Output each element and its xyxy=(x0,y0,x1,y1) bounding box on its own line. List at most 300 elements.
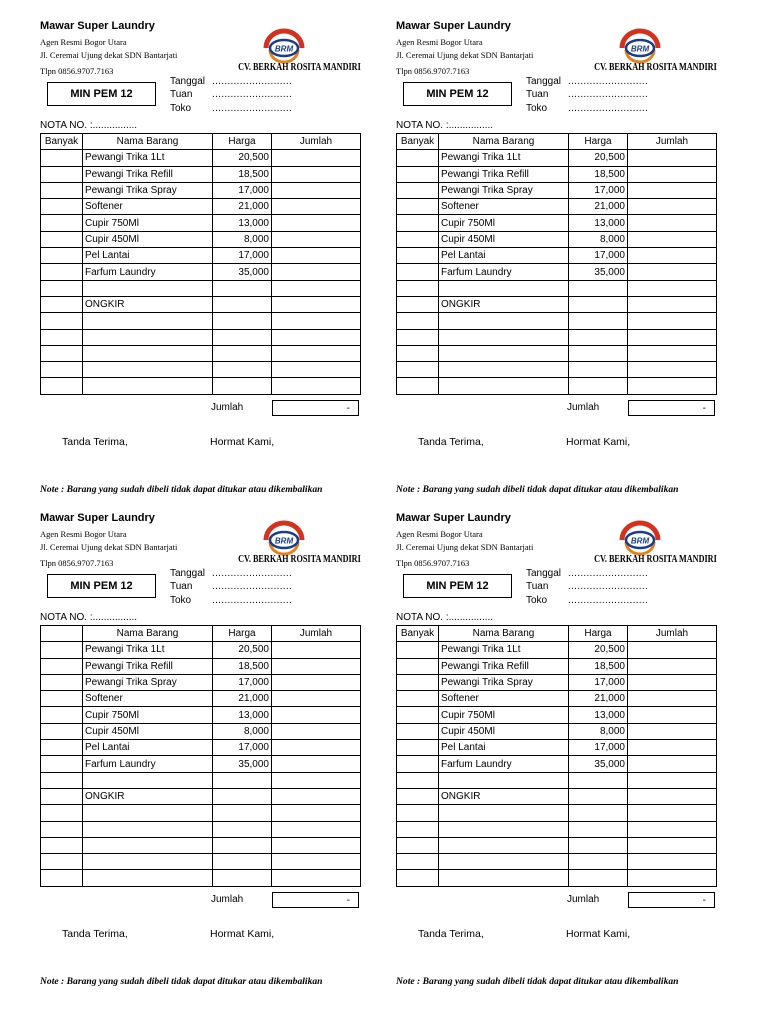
item-price-cell: 17,000 xyxy=(569,182,628,198)
logo-mark-icon xyxy=(228,26,340,64)
table-row xyxy=(41,772,361,788)
amount-cell xyxy=(628,313,717,329)
receipt-copy-bottom-left xyxy=(40,508,400,1008)
item-price-cell: 21,000 xyxy=(569,691,628,707)
logo-company-text: CV. BERKAH ROSITA MANDIRI xyxy=(594,554,717,565)
table-row xyxy=(397,870,717,886)
tanggal-field xyxy=(170,76,292,87)
table-row xyxy=(397,837,717,853)
toko-label: Toko xyxy=(526,595,548,606)
amount-cell xyxy=(272,740,361,756)
logo-badge-text: BRM xyxy=(274,44,294,54)
address-line: Jl. Ceremai Ujung dekat SDN Bantarjati xyxy=(40,542,178,552)
receipt-copy-top-right xyxy=(396,16,756,516)
toko-field xyxy=(170,103,292,114)
amount-cell xyxy=(272,723,361,739)
table-row xyxy=(41,329,361,345)
qty-cell xyxy=(397,788,439,804)
item-price-cell: 35,000 xyxy=(569,264,628,280)
column-header-harga: Harga xyxy=(213,626,272,642)
logo-badge-text: BRM xyxy=(630,536,650,546)
amount-cell xyxy=(628,837,717,853)
tanggal-dots: .......................... xyxy=(212,568,293,579)
table-row xyxy=(397,248,717,264)
item-name-cell: Pewangi Trika Spray xyxy=(83,674,213,690)
table-row xyxy=(41,378,361,394)
company-name: Mawar Super Laundry xyxy=(40,20,155,32)
total-label: Jumlah xyxy=(211,402,244,413)
total-value: - xyxy=(272,892,359,908)
amount-cell xyxy=(272,362,361,378)
item-price-cell xyxy=(569,772,628,788)
item-price-cell xyxy=(213,821,272,837)
item-name-cell xyxy=(83,329,213,345)
amount-cell xyxy=(628,740,717,756)
table-row xyxy=(397,788,717,804)
qty-cell xyxy=(397,280,439,296)
qty-cell xyxy=(397,821,439,837)
column-header-harga: Harga xyxy=(569,626,628,642)
item-name-cell: Softener xyxy=(83,199,213,215)
item-name-cell: Pewangi Trika 1Lt xyxy=(439,150,569,166)
item-price-cell xyxy=(213,837,272,853)
table-row xyxy=(41,182,361,198)
column-header-harga: Harga xyxy=(569,134,628,150)
item-price-cell: 8,000 xyxy=(569,231,628,247)
item-price-cell: 20,500 xyxy=(569,642,628,658)
hormat-kami-label: Hormat Kami, xyxy=(210,928,275,940)
item-price-cell: 20,500 xyxy=(213,642,272,658)
toko-dots: .......................... xyxy=(212,595,293,606)
amount-cell xyxy=(272,805,361,821)
table-row xyxy=(41,870,361,886)
amount-cell xyxy=(628,166,717,182)
logo-company-text: CV. BERKAH ROSITA MANDIRI xyxy=(238,554,361,565)
amount-cell xyxy=(272,296,361,312)
qty-cell xyxy=(41,296,83,312)
table-row xyxy=(41,280,361,296)
item-name-cell: Pel Lantai xyxy=(83,740,213,756)
item-name-cell: Cupir 750Ml xyxy=(83,215,213,231)
item-name-cell: Pewangi Trika Spray xyxy=(439,674,569,690)
tuan-label: Tuan xyxy=(526,581,549,592)
amount-cell xyxy=(272,150,361,166)
column-header-jumlah: Jumlah xyxy=(272,626,361,642)
item-price-cell: 13,000 xyxy=(569,215,628,231)
nota-number: NOTA NO. :................ xyxy=(40,612,138,623)
amount-cell xyxy=(628,788,717,804)
qty-cell xyxy=(41,821,83,837)
item-name-cell: Pewangi Trika Refill xyxy=(439,166,569,182)
tanggal-field xyxy=(170,568,292,579)
receipt-copy-bottom-right xyxy=(396,508,756,1008)
company-logo xyxy=(584,518,717,568)
amount-cell xyxy=(272,691,361,707)
toko-label: Toko xyxy=(170,103,192,114)
item-name-cell: ONGKIR xyxy=(83,296,213,312)
amount-cell xyxy=(272,658,361,674)
amount-cell xyxy=(272,707,361,723)
address-line: Jl. Ceremai Ujung dekat SDN Bantarjati xyxy=(396,542,534,552)
amount-cell xyxy=(272,854,361,870)
hormat-kami-label: Hormat Kami, xyxy=(566,928,631,940)
qty-cell xyxy=(397,166,439,182)
qty-cell xyxy=(41,166,83,182)
qty-cell xyxy=(397,329,439,345)
amount-cell xyxy=(272,378,361,394)
table-row xyxy=(41,756,361,772)
item-price-cell: 20,500 xyxy=(213,150,272,166)
amount-cell xyxy=(628,854,717,870)
item-name-cell xyxy=(439,345,569,361)
table-row xyxy=(397,313,717,329)
total-label: Jumlah xyxy=(211,894,244,905)
item-price-cell: 13,000 xyxy=(213,215,272,231)
item-price-cell xyxy=(213,313,272,329)
item-name-cell: Pewangi Trika Spray xyxy=(83,182,213,198)
agent-line: Agen Resmi Bogor Utara xyxy=(40,37,127,47)
logo-mark-icon xyxy=(584,26,696,64)
tuan-dots: .......................... xyxy=(568,89,649,100)
item-price-cell xyxy=(213,870,272,886)
item-price-cell: 35,000 xyxy=(213,264,272,280)
company-name: Mawar Super Laundry xyxy=(396,20,511,32)
table-row xyxy=(397,854,717,870)
qty-cell xyxy=(41,854,83,870)
items-table xyxy=(396,133,717,395)
table-row xyxy=(41,231,361,247)
qty-cell xyxy=(397,870,439,886)
item-name-cell xyxy=(439,870,569,886)
table-row xyxy=(397,296,717,312)
qty-cell xyxy=(41,182,83,198)
item-price-cell xyxy=(569,296,628,312)
qty-cell xyxy=(397,674,439,690)
item-price-cell: 18,500 xyxy=(569,658,628,674)
item-name-cell: Pel Lantai xyxy=(439,248,569,264)
items-table xyxy=(40,625,361,887)
amount-cell xyxy=(628,345,717,361)
qty-cell xyxy=(397,296,439,312)
item-name-cell: Cupir 450Ml xyxy=(439,723,569,739)
table-row xyxy=(41,674,361,690)
table-header-row xyxy=(41,626,361,642)
amount-cell xyxy=(272,264,361,280)
tanggal-dots: .......................... xyxy=(568,568,649,579)
amount-cell xyxy=(628,215,717,231)
tanggal-field xyxy=(526,568,648,579)
item-name-cell: ONGKIR xyxy=(439,296,569,312)
qty-cell xyxy=(41,378,83,394)
item-name-cell: Pewangi Trika 1Lt xyxy=(83,642,213,658)
item-name-cell: Pewangi Trika Refill xyxy=(439,658,569,674)
column-header-jumlah: Jumlah xyxy=(628,626,717,642)
tuan-dots: .......................... xyxy=(568,581,649,592)
qty-cell xyxy=(397,264,439,280)
tanda-terima-label: Tanda Terima, xyxy=(62,928,128,940)
company-logo xyxy=(228,26,361,76)
amount-cell xyxy=(628,329,717,345)
item-price-cell xyxy=(569,854,628,870)
company-logo xyxy=(584,26,717,76)
item-price-cell: 18,500 xyxy=(213,658,272,674)
item-name-cell xyxy=(439,772,569,788)
tuan-label: Tuan xyxy=(170,581,193,592)
table-row xyxy=(41,150,361,166)
item-price-cell xyxy=(569,805,628,821)
qty-cell xyxy=(41,264,83,280)
footer-note: Note : Barang yang sudah dibeli tidak dapat ditukar atau dikembalikan xyxy=(396,484,679,495)
qty-cell xyxy=(397,658,439,674)
item-price-cell xyxy=(213,329,272,345)
column-header-banyak: Banyak xyxy=(41,134,83,150)
table-row xyxy=(41,313,361,329)
item-price-cell: 21,000 xyxy=(213,691,272,707)
amount-cell xyxy=(272,231,361,247)
item-name-cell: Cupir 750Ml xyxy=(83,707,213,723)
amount-cell xyxy=(272,756,361,772)
qty-cell xyxy=(41,772,83,788)
amount-cell xyxy=(272,248,361,264)
item-price-cell xyxy=(569,837,628,853)
column-header-banyak: Banyak xyxy=(397,626,439,642)
amount-cell xyxy=(628,821,717,837)
amount-cell xyxy=(628,723,717,739)
table-row xyxy=(397,362,717,378)
column-header-banyak xyxy=(41,626,83,642)
table-row xyxy=(397,280,717,296)
amount-cell xyxy=(272,215,361,231)
tuan-dots: .......................... xyxy=(212,89,293,100)
qty-cell xyxy=(41,642,83,658)
column-header-harga: Harga xyxy=(213,134,272,150)
amount-cell xyxy=(628,870,717,886)
item-name-cell: ONGKIR xyxy=(83,788,213,804)
qty-cell xyxy=(41,248,83,264)
amount-cell xyxy=(628,182,717,198)
total-value: - xyxy=(628,892,715,908)
table-row xyxy=(397,150,717,166)
item-price-cell xyxy=(213,362,272,378)
min-purchase-box: MIN PEM 12 xyxy=(47,82,156,106)
table-row xyxy=(397,772,717,788)
item-price-cell xyxy=(213,378,272,394)
item-price-cell: 17,000 xyxy=(213,740,272,756)
phone-line: Tlpn 0856.9707.7163 xyxy=(40,558,114,568)
amount-cell xyxy=(628,772,717,788)
qty-cell xyxy=(41,756,83,772)
item-price-cell: 17,000 xyxy=(213,674,272,690)
amount-cell xyxy=(272,280,361,296)
table-row xyxy=(397,264,717,280)
table-row xyxy=(41,362,361,378)
table-row xyxy=(397,231,717,247)
table-row xyxy=(397,345,717,361)
table-row xyxy=(397,723,717,739)
item-name-cell: Pewangi Trika Refill xyxy=(83,166,213,182)
amount-cell xyxy=(628,756,717,772)
footer-note: Note : Barang yang sudah dibeli tidak dapat ditukar atau dikembalikan xyxy=(396,976,679,987)
agent-line: Agen Resmi Bogor Utara xyxy=(40,529,127,539)
tuan-dots: .......................... xyxy=(212,581,293,592)
phone-line: Tlpn 0856.9707.7163 xyxy=(396,558,470,568)
amount-cell xyxy=(272,313,361,329)
qty-cell xyxy=(41,707,83,723)
nota-number: NOTA NO. :................ xyxy=(396,612,494,623)
item-name-cell xyxy=(439,329,569,345)
item-name-cell xyxy=(83,854,213,870)
item-price-cell xyxy=(569,280,628,296)
item-name-cell: Pewangi Trika Refill xyxy=(83,658,213,674)
qty-cell xyxy=(397,723,439,739)
table-row xyxy=(41,658,361,674)
item-name-cell: Cupir 750Ml xyxy=(439,707,569,723)
amount-cell xyxy=(628,280,717,296)
item-price-cell: 18,500 xyxy=(569,166,628,182)
qty-cell xyxy=(41,199,83,215)
table-row xyxy=(397,756,717,772)
item-name-cell xyxy=(83,345,213,361)
toko-dots: .......................... xyxy=(212,103,293,114)
item-name-cell xyxy=(83,313,213,329)
amount-cell xyxy=(272,772,361,788)
min-purchase-box: MIN PEM 12 xyxy=(47,574,156,598)
agent-line: Agen Resmi Bogor Utara xyxy=(396,37,483,47)
toko-field xyxy=(526,103,648,114)
table-row xyxy=(41,691,361,707)
tuan-field xyxy=(526,89,648,100)
tanda-terima-label: Tanda Terima, xyxy=(62,436,128,448)
total-value: - xyxy=(272,400,359,416)
tanggal-field xyxy=(526,76,648,87)
column-header-nama-barang: Nama Barang xyxy=(83,134,213,150)
min-purchase-box: MIN PEM 12 xyxy=(403,82,512,106)
tuan-field xyxy=(526,581,648,592)
table-row xyxy=(397,821,717,837)
column-header-nama-barang: Nama Barang xyxy=(83,626,213,642)
item-name-cell xyxy=(439,313,569,329)
item-price-cell: 20,500 xyxy=(569,150,628,166)
table-row xyxy=(397,378,717,394)
table-row xyxy=(397,805,717,821)
item-name-cell: Farfum Laundry xyxy=(439,756,569,772)
qty-cell xyxy=(397,313,439,329)
item-name-cell: Cupir 450Ml xyxy=(83,231,213,247)
hormat-kami-label: Hormat Kami, xyxy=(566,436,631,448)
item-name-cell: Cupir 450Ml xyxy=(439,231,569,247)
toko-field xyxy=(170,595,292,606)
qty-cell xyxy=(397,854,439,870)
address-line: Jl. Ceremai Ujung dekat SDN Bantarjati xyxy=(396,50,534,60)
item-price-cell: 17,000 xyxy=(569,740,628,756)
qty-cell xyxy=(41,329,83,345)
amount-cell xyxy=(272,788,361,804)
item-name-cell xyxy=(439,821,569,837)
table-row xyxy=(397,166,717,182)
item-price-cell xyxy=(213,772,272,788)
qty-cell xyxy=(397,182,439,198)
item-price-cell xyxy=(569,362,628,378)
qty-cell xyxy=(397,837,439,853)
item-name-cell: Cupir 450Ml xyxy=(83,723,213,739)
qty-cell xyxy=(41,674,83,690)
item-name-cell xyxy=(83,837,213,853)
item-price-cell: 8,000 xyxy=(569,723,628,739)
table-row xyxy=(41,199,361,215)
tanggal-label: Tanggal xyxy=(526,76,562,87)
amount-cell xyxy=(628,248,717,264)
qty-cell xyxy=(41,362,83,378)
amount-cell xyxy=(272,329,361,345)
table-row xyxy=(41,837,361,853)
table-header-row xyxy=(41,134,361,150)
table-row xyxy=(41,166,361,182)
item-name-cell xyxy=(439,837,569,853)
item-price-cell xyxy=(569,313,628,329)
item-price-cell xyxy=(569,345,628,361)
item-price-cell xyxy=(213,805,272,821)
company-name: Mawar Super Laundry xyxy=(396,512,511,524)
hormat-kami-label: Hormat Kami, xyxy=(210,436,275,448)
qty-cell xyxy=(397,199,439,215)
column-header-jumlah: Jumlah xyxy=(272,134,361,150)
qty-cell xyxy=(41,805,83,821)
qty-cell xyxy=(41,788,83,804)
amount-cell xyxy=(272,199,361,215)
amount-cell xyxy=(272,166,361,182)
item-name-cell xyxy=(439,378,569,394)
item-name-cell: Softener xyxy=(439,199,569,215)
footer-note: Note : Barang yang sudah dibeli tidak dapat ditukar atau dikembalikan xyxy=(40,976,323,987)
tuan-field xyxy=(170,581,292,592)
tuan-label: Tuan xyxy=(170,89,193,100)
logo-badge-text: BRM xyxy=(630,44,650,54)
amount-cell xyxy=(628,805,717,821)
amount-cell xyxy=(628,199,717,215)
item-price-cell xyxy=(213,854,272,870)
item-name-cell xyxy=(83,805,213,821)
table-row xyxy=(397,215,717,231)
column-header-nama-barang: Nama Barang xyxy=(439,626,569,642)
tanggal-label: Tanggal xyxy=(170,76,206,87)
qty-cell xyxy=(41,280,83,296)
item-name-cell xyxy=(83,870,213,886)
table-row xyxy=(41,821,361,837)
item-price-cell: 8,000 xyxy=(213,723,272,739)
qty-cell xyxy=(41,723,83,739)
amount-cell xyxy=(628,264,717,280)
amount-cell xyxy=(628,362,717,378)
table-row xyxy=(41,642,361,658)
amount-cell xyxy=(628,378,717,394)
item-name-cell: Farfum Laundry xyxy=(439,264,569,280)
qty-cell xyxy=(41,870,83,886)
table-row xyxy=(397,674,717,690)
amount-cell xyxy=(272,182,361,198)
table-row xyxy=(41,248,361,264)
amount-cell xyxy=(272,674,361,690)
qty-cell xyxy=(397,378,439,394)
qty-cell xyxy=(41,658,83,674)
table-row xyxy=(397,642,717,658)
logo-company-text: CV. BERKAH ROSITA MANDIRI xyxy=(238,62,361,73)
item-name-cell xyxy=(83,772,213,788)
qty-cell xyxy=(397,691,439,707)
item-name-cell xyxy=(83,280,213,296)
table-row xyxy=(397,182,717,198)
qty-cell xyxy=(397,345,439,361)
item-price-cell: 13,000 xyxy=(213,707,272,723)
